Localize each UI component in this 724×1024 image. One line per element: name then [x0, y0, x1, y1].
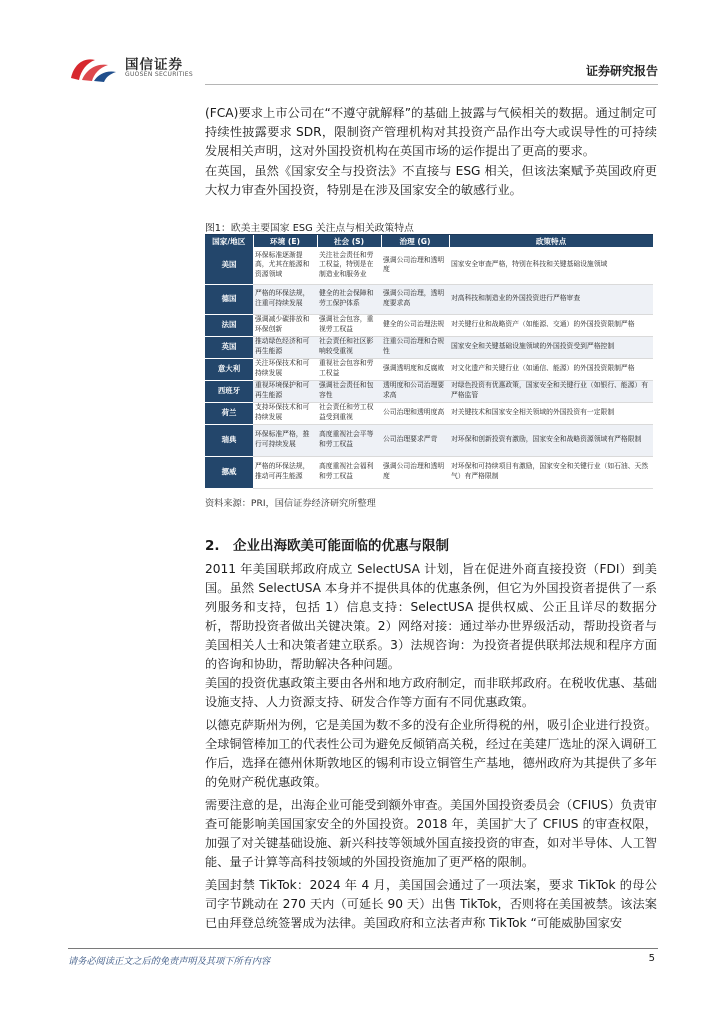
social-cell: 强调社会包容，重视劳工权益 — [317, 314, 381, 336]
paragraph-selectusa: 2011 年美国联邦政府成立 SelectUSA 计划，旨在促进外商直接投资（FDI）到美国。虽然 SelectUSA 本身并不提供具体的优惠条例，但它为外国投资者提供了一系列服务和支持，包括 1）信息支持：SelectUSA 提供权威、公正且详尽的数据分析，帮助投资者做出关键决策。2）网络对接：通过举办世界级活动，帮助投资者与美国相关人士和决策者建立联系。3）法规咨询：为投资者提供联邦法规和程序方面的咨询和协助，帮助解决各种问题。 — [205, 562, 657, 671]
guosen-logo — [68, 50, 198, 84]
table-header-cell: 社会 (S) — [317, 235, 381, 247]
table-row — [205, 284, 653, 314]
env-cell: 支持环保技术和可持续发展 — [253, 402, 317, 424]
gov-cell: 透明度和公司治理要求高 — [381, 380, 449, 402]
country-cell: 西班牙 — [205, 380, 253, 402]
gov-cell: 公司治理和透明度高 — [381, 402, 449, 424]
policy-cell: 对环保和创新投资有激励，国家安全和战略资源领域有严格限制 — [449, 424, 653, 456]
paragraph-cfius: 需要注意的是，出海企业可能受到额外审查。美国外国投资委员会（CFIUS）负责审查可能影响美国国家安全的外国投资。2018 年，美国扩大了 CFIUS 的审查权限，加强了对关键基础设施、新兴科技等领域外国直接投资的审查，如对半导体、人工智能、量子计算等高科技领域的外国投资施加了更严格的限制。 — [205, 798, 657, 869]
paragraph-texas: 以德克萨斯州为例，它是美国为数不多的没有企业所得税的州，吸引企业进行投资。全球铜管棒加工的代表性公司为避免反倾销高关税，经过在美建厂选址的深入调研工作后，选择在德州休斯敦地区的锡利市设立铜管生产基地，德州政府为其提供了多年的免财产税优惠政策。 — [205, 718, 657, 789]
env-cell: 严格的环保法规，注重可持续发展 — [253, 284, 317, 314]
table-row — [205, 402, 653, 424]
table-header-cell: 治理 (G) — [381, 235, 449, 247]
table-header-row — [205, 235, 653, 247]
country-cell: 德国 — [205, 284, 253, 314]
country-cell: 意大利 — [205, 358, 253, 380]
esg-policy-table — [205, 235, 654, 489]
report-type: 证券研究报告 — [585, 64, 658, 78]
table-header-cell: 政策特点 — [449, 235, 653, 247]
table-row — [205, 424, 653, 456]
country-cell: 美国 — [205, 247, 253, 284]
gov-cell: 强调公司治理和透明度 — [381, 247, 449, 284]
section-number: 2. — [205, 538, 220, 554]
gov-cell: 公司治理要求严苛 — [381, 424, 449, 456]
gov-cell: 健全的公司治理法规 — [381, 314, 449, 336]
policy-cell: 对关键技术和国家安全相关领域的外国投资有一定限制 — [449, 402, 653, 424]
brand-name-en: GUOSEN SECURITIES — [125, 71, 194, 78]
policy-cell: 对关键行业和战略资产（如能源、交通）的外国投资限制严格 — [449, 314, 653, 336]
table-row — [205, 358, 653, 380]
footer-divider — [68, 948, 658, 949]
disclaimer-note: 请务必阅读正文之后的免责声明及其项下所有内容 — [68, 956, 271, 967]
country-cell: 英国 — [205, 336, 253, 358]
env-cell: 重视环境保护和可再生能源 — [253, 380, 317, 402]
social-cell: 强调社会责任和包容性 — [317, 380, 381, 402]
table-row — [205, 247, 653, 284]
env-cell: 推动绿色经济和可再生能源 — [253, 336, 317, 358]
gov-cell: 注重公司治理和合规性 — [381, 336, 449, 358]
policy-cell: 对文化遗产和关键行业（如通信、能源）的外国投资限制严格 — [449, 358, 653, 380]
table-row — [205, 456, 653, 488]
figure-source: 资料来源：PRI，国信证券经济研究所整理 — [205, 498, 376, 509]
paragraph-fca: (FCA)要求上市公司在“不遵守就解释”的基础上披露与气候相关的数据。通过制定可持续性披露要求 SDR，限制资产管理机构对其投资产品作出夸大或误导性的可持续发展相关声明，这对外国投资机构在英国市场的运作提出了更高的要求。 — [205, 106, 657, 158]
figure-title: 图1：欧美主要国家 ESG 关注点与相关政策特点 — [205, 223, 414, 234]
policy-cell: 国家安全和关键基础设施领域的外国投资受到严格控制 — [449, 336, 653, 358]
country-cell: 荷兰 — [205, 402, 253, 424]
country-cell: 法国 — [205, 314, 253, 336]
policy-cell: 对环保和可持续项目有激励，国家安全和关键行业（如石油、天然气）有严格限制 — [449, 456, 653, 488]
social-cell: 高度重视社会福利和劳工权益 — [317, 456, 381, 488]
guosen-logo-mark-icon — [68, 52, 118, 82]
gov-cell: 强调透明度和反腐败 — [381, 358, 449, 380]
env-cell: 严格的环保法规，推动可再生能源 — [253, 456, 317, 488]
header-divider — [205, 84, 658, 85]
policy-cell: 对高科技和制造业的外国投资进行严格审查 — [449, 284, 653, 314]
table-row — [205, 380, 653, 402]
env-cell: 关注环保技术和可持续发展 — [253, 358, 317, 380]
social-cell: 社会责任和社区影响较受重视 — [317, 336, 381, 358]
table-header-cell: 国家/地区 — [205, 235, 253, 247]
paragraph-tiktok: 美国封禁 TikTok：2024 年 4 月，美国国会通过了一项法案，要求 TikTok 的母公司字节跳动在 270 天内（可延长 90 天）出售 TikTok，否则将在美国被禁。该法案已由拜登总统签署成为法律。美国政府和立法者声称 TikTok “可能威胁国家安 — [205, 878, 657, 930]
table-row — [205, 314, 653, 336]
section-heading — [205, 534, 449, 554]
social-cell: 重视社会包容和劳工权益 — [317, 358, 381, 380]
brand-name-cn: 国信证券 — [125, 57, 183, 73]
paragraph-uk-nsi: 在英国，虽然《国家安全与投资法》不直接与 ESG 相关，但该法案赋予英国政府更大权力审查外国投资，特别是在涉及国家安全的敏感行业。 — [205, 164, 657, 197]
social-cell: 关注社会责任和劳工权益，特别是在制造业和服务业 — [317, 247, 381, 284]
social-cell: 高度重视社会平等和劳工权益 — [317, 424, 381, 456]
env-cell: 强调减少碳排放和环保创新 — [253, 314, 317, 336]
page-header — [68, 50, 658, 84]
policy-cell: 国家安全审查严格，特别在科技和关键基础设施领域 — [449, 247, 653, 284]
country-cell: 挪威 — [205, 456, 253, 488]
gov-cell: 强调公司治理和透明度 — [381, 456, 449, 488]
env-cell: 环保标准严格，推行可持续发展 — [253, 424, 317, 456]
table-row — [205, 336, 653, 358]
policy-cell: 对绿色投资有优惠政策，国家安全和关键行业（如银行、能源）有严格监管 — [449, 380, 653, 402]
gov-cell: 强调公司治理，透明度要求高 — [381, 284, 449, 314]
env-cell: 环保标准逐渐提高，尤其在能源和资源领域 — [253, 247, 317, 284]
country-cell: 瑞典 — [205, 424, 253, 456]
paragraph-us-incentives: 美国的投资优惠政策主要由各州和地方政府制定，而非联邦政府。在税收优惠、基础设施支持、人力资源支持、研发合作等方面有不同优惠政策。 — [205, 676, 657, 709]
page-number: 5 — [648, 953, 655, 964]
social-cell: 健全的社会保障和劳工保护体系 — [317, 284, 381, 314]
section-title: 企业出海欧美可能面临的优惠与限制 — [233, 538, 449, 554]
table-header-cell: 环境 (E) — [253, 235, 317, 247]
social-cell: 社会责任和劳工权益受到重视 — [317, 402, 381, 424]
